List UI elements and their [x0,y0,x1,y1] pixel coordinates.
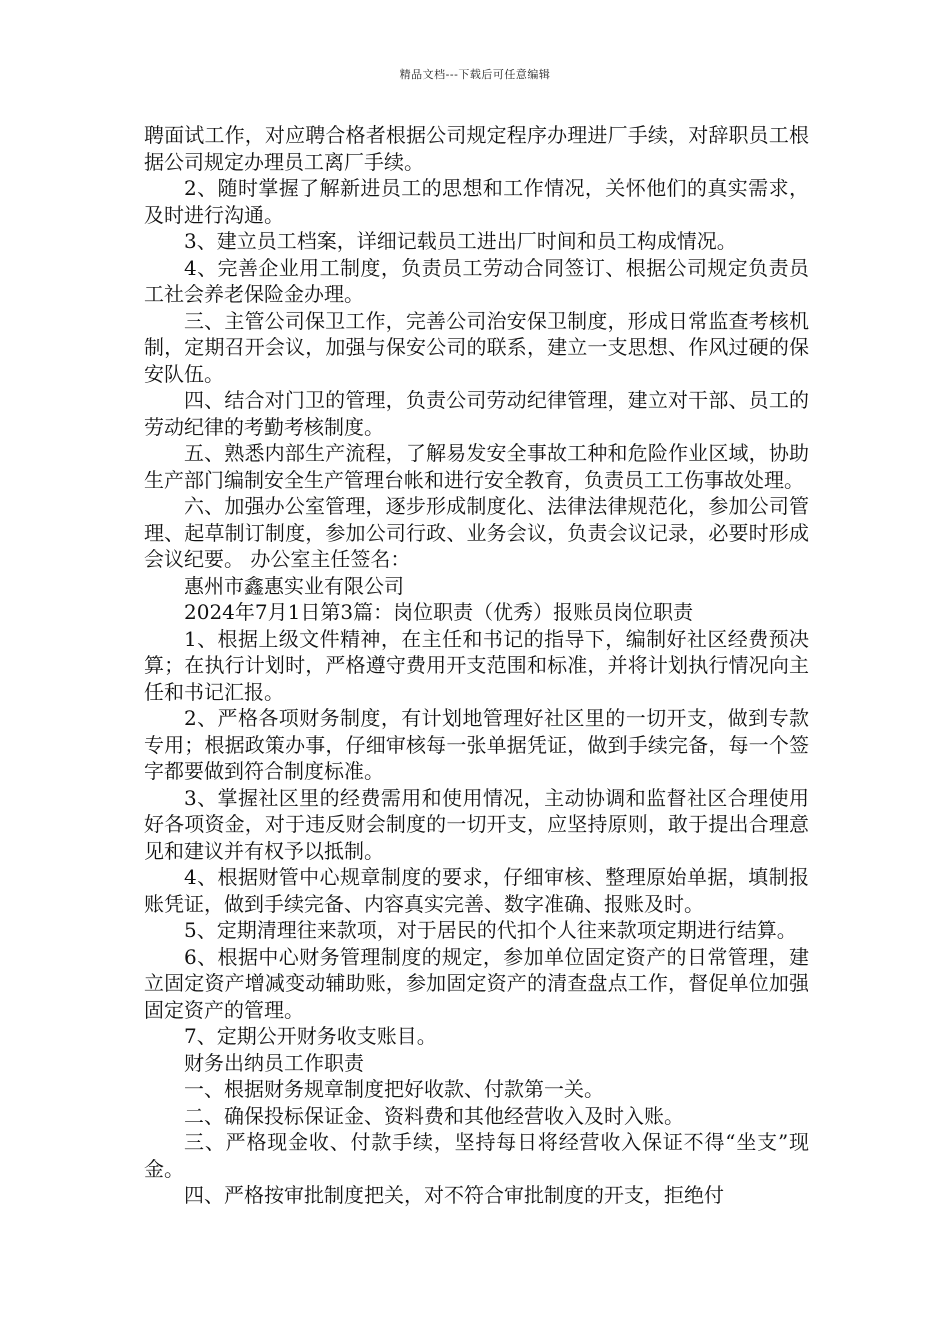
paragraph-section-4: 四、结合对门卫的管理，负责公司劳动纪律管理，建立对干部、员工的劳动纪律的考勤考核制度。 [144,388,809,439]
duty-item-6: 6、根据中心财务管理制度的规定，参加单位固定资产的日常管理，建立固定资产增减变动辅助账，参加固定资产的清查盘点工作，督促单位加强固定资产的管理。 [144,944,809,1022]
cashier-item-4: 四、严格按审批制度把关，对不符合审批制度的开支，拒绝付 [184,1183,724,1207]
duty-item-4: 4、根据财管中心规章制度的要求，仔细审核、整理原始单据，填制报账凭证，做到手续完备、内容真实完善、数字准确、报账及时。 [144,865,809,916]
paragraph-continuation: 聘面试工作，对应聘合格者根据公司规定程序办理进厂手续，对辞职员工根据公司规定办理员工离厂手续。 [144,123,809,174]
paragraph-item-2: 2、随时掌握了解新进员工的思想和工作情况，关怀他们的真实需求，及时进行沟通。 [144,176,809,227]
paragraph-section-3: 三、主管公司保卫工作，完善公司治安保卫制度，形成日常监查考核机制，定期召开会议，加强与保安公司的联系，建立一支思想、作风过硬的保安队伍。 [144,308,809,386]
date-and-section-title: 2024年7月1日第3篇：岗位职责（优秀）报账员岗位职责 [184,600,694,624]
company-name: 惠州市鑫惠实业有限公司 [184,573,404,598]
paragraph-section-6: 六、加强办公室管理，逐步形成制度化、法律法律规范化，参加公司管理、起草制订制度，参加公司行政、业务会议，负责会议记录，必要时形成会议纪要。 办公室主任签名： [144,494,809,571]
page-header: 精品文档---下载后可任意编辑 [399,68,551,81]
cashier-item-3: 三、严格现金收、付款手续，坚持每日将经营收入保证不得“坐支”现金。 [144,1130,809,1181]
duty-item-7: 7、定期公开财务收支账目。 [184,1024,437,1048]
duty-item-1: 1、根据上级文件精神，在主任和书记的指导下，编制好社区经费预决算；在执行计划时，严格遵守费用开支范围和标准，并将计划执行情况向主任和书记汇报。 [144,626,809,704]
document-body [144,122,809,1209]
duty-item-5: 5、定期清理往来款项，对于居民的代扣个人往来款项定期进行结算。 [184,918,797,942]
paragraph-section-5: 五、熟悉内部生产流程，了解易发安全事故工种和危险作业区域，协助生产部门编制安全生产管理台帐和进行安全教育，负责员工工伤事故处理。 [144,441,809,492]
duty-item-3: 3、掌握社区里的经费需用和使用情况，主动协调和监督社区合理使用好各项资金，对于违反财会制度的一切开支，应坚持原则，敢于提出合理意见和建议并有权予以抵制。 [144,785,809,863]
paragraph-item-4: 4、完善企业用工制度，负责员工劳动合同签订、根据公司规定负责员工社会养老保险金办理。 [144,255,809,306]
paragraph-item-3: 3、建立员工档案，详细记载员工进出厂时间和员工构成情况。 [184,229,737,253]
cashier-section-title: 财务出纳员工作职责 [184,1050,364,1075]
duty-item-2: 2、严格各项财务制度，有计划地管理好社区里的一切开支，做到专款专用；根据政策办事，仔细审核每一张单据凭证，做到手续完备，每一个签字都要做到符合制度标准。 [144,706,809,783]
cashier-item-2: 二、确保投标保证金、资料费和其他经营收入及时入账。 [184,1103,684,1128]
cashier-item-1: 一、根据财务规章制度把好收款、付款第一关。 [184,1077,604,1101]
